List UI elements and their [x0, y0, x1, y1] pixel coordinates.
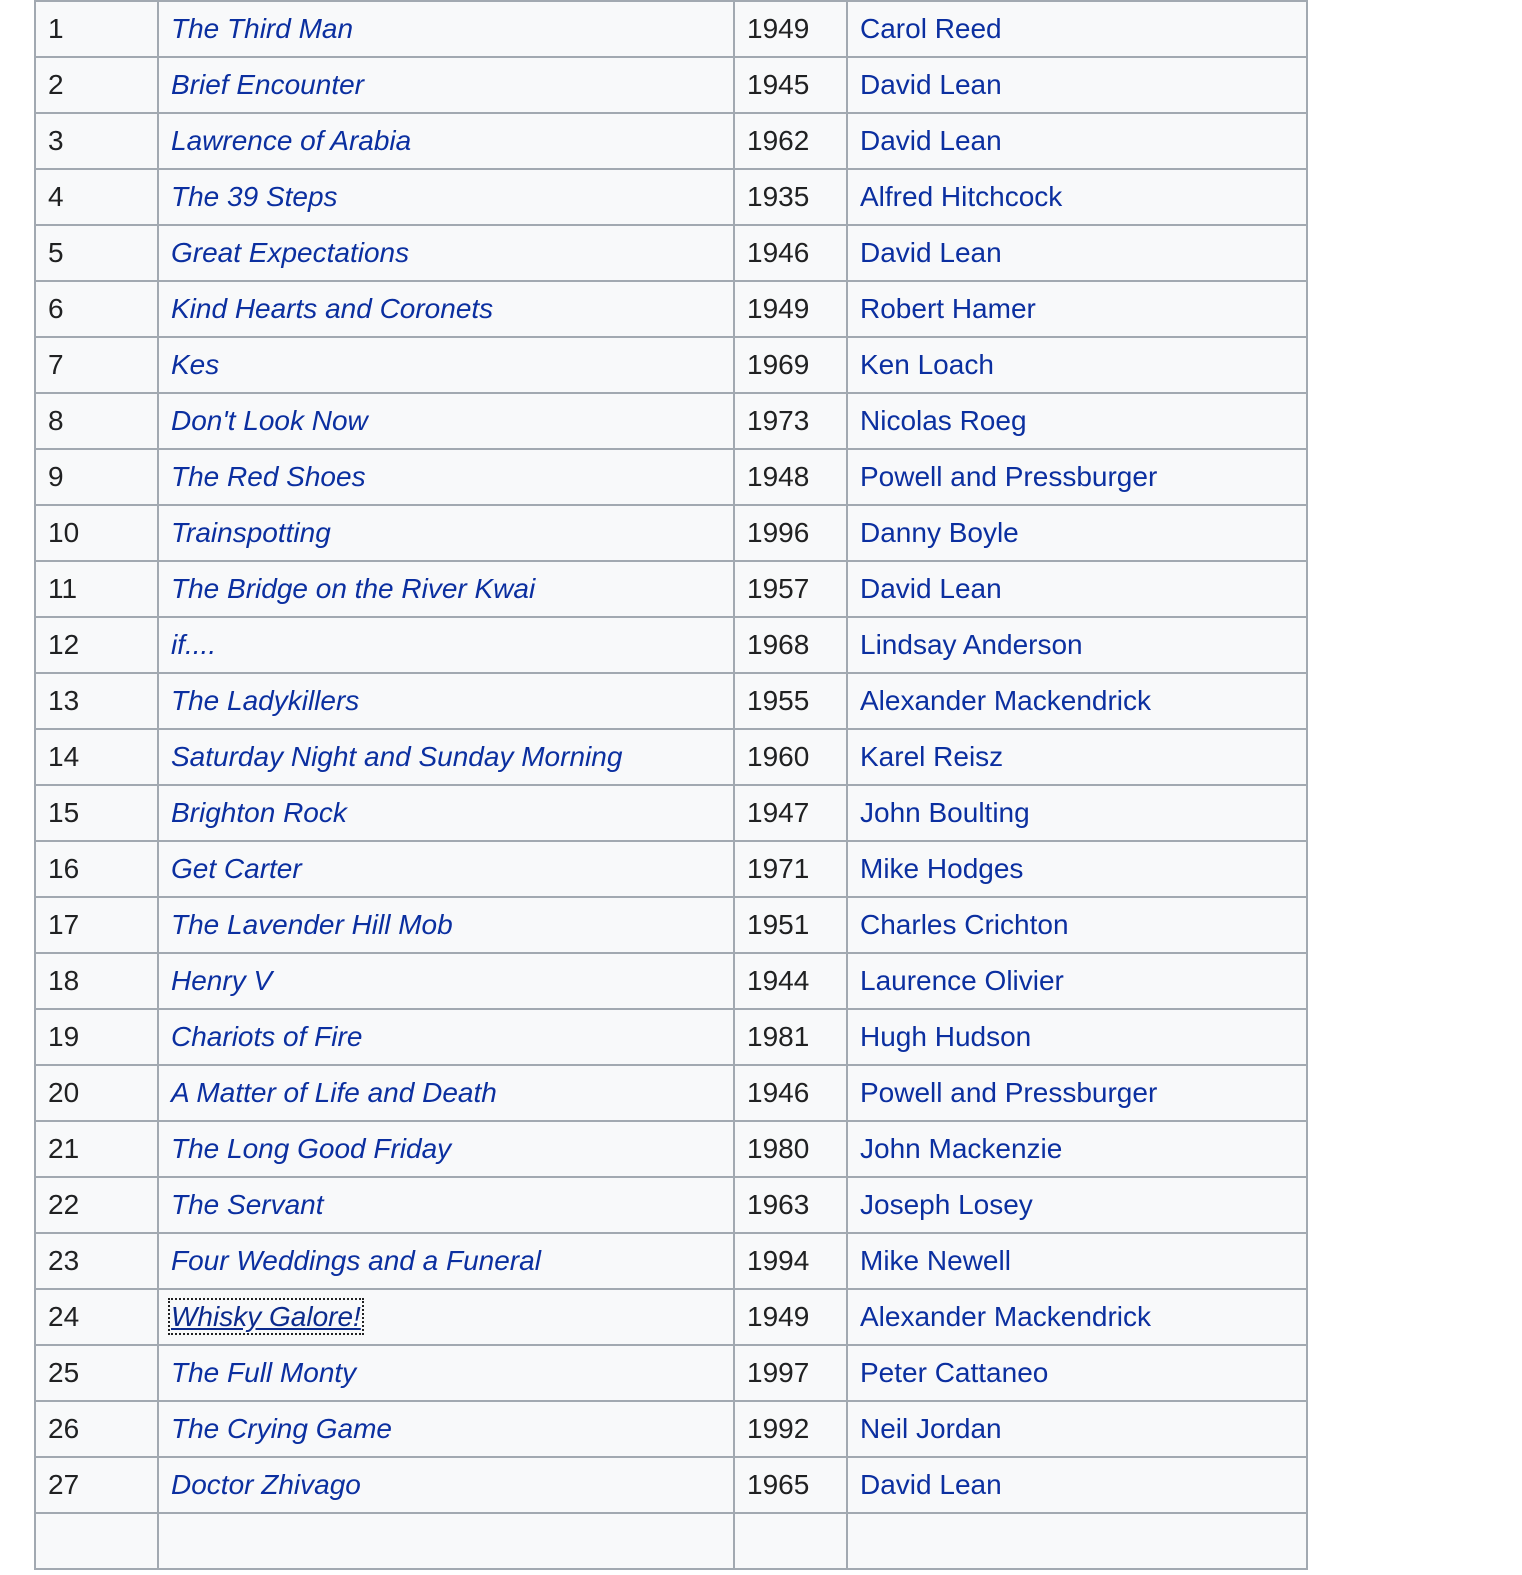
rank-cell: 21	[35, 1121, 158, 1177]
table-row	[35, 785, 1307, 841]
rank-cell: 19	[35, 1009, 158, 1065]
film-title-link[interactable]: Brighton Rock	[171, 797, 347, 828]
director-cell	[847, 281, 1307, 337]
table-row	[35, 953, 1307, 1009]
director-link[interactable]: Powell and Pressburger	[860, 1077, 1158, 1108]
film-title-link[interactable]: Chariots of Fire	[171, 1021, 363, 1052]
rank-cell: 18	[35, 953, 158, 1009]
film-title-link[interactable]: The Third Man	[171, 13, 354, 44]
rank-cell: 1	[35, 1, 158, 57]
director-cell	[847, 449, 1307, 505]
director-link[interactable]: Neil Jordan	[860, 1413, 1002, 1444]
title-cell	[158, 729, 734, 785]
table-row	[35, 841, 1307, 897]
director-cell	[847, 1289, 1307, 1345]
title-cell	[158, 449, 734, 505]
director-link[interactable]: Lindsay Anderson	[860, 629, 1083, 660]
table-row	[35, 1065, 1307, 1121]
rank-cell: 11	[35, 561, 158, 617]
table-row	[35, 1233, 1307, 1289]
director-link[interactable]: Alexander Mackendrick	[860, 685, 1152, 716]
film-title-link[interactable]: The Red Shoes	[171, 461, 366, 492]
film-title-link[interactable]: Four Weddings and a Funeral	[171, 1245, 541, 1276]
films-table	[34, 0, 1308, 1570]
title-cell	[158, 897, 734, 953]
film-title-link[interactable]: Doctor Zhivago	[171, 1469, 361, 1500]
director-cell	[847, 673, 1307, 729]
film-title-link[interactable]: The Crying Game	[171, 1413, 392, 1444]
rank-cell: 13	[35, 673, 158, 729]
director-link[interactable]: Joseph Losey	[860, 1189, 1033, 1220]
title-cell	[158, 1233, 734, 1289]
rank-cell: 4	[35, 169, 158, 225]
director-link[interactable]: Danny Boyle	[860, 517, 1019, 548]
title-cell	[158, 393, 734, 449]
table-row	[35, 1, 1307, 57]
director-cell	[847, 897, 1307, 953]
film-title-link[interactable]: Brief Encounter	[171, 69, 364, 100]
director-link[interactable]: David Lean	[860, 1469, 1002, 1500]
director-link[interactable]: Alfred Hitchcock	[860, 181, 1063, 212]
year-cell: 1949	[734, 1, 847, 57]
table-row	[35, 169, 1307, 225]
title-cell	[158, 673, 734, 729]
title-cell	[158, 1401, 734, 1457]
film-title-link[interactable]: Henry V	[171, 965, 273, 996]
rank-cell: 2	[35, 57, 158, 113]
director-link[interactable]: Mike Hodges	[860, 853, 1024, 884]
table-row	[35, 897, 1307, 953]
rank-cell: 7	[35, 337, 158, 393]
film-title-link[interactable]: A Matter of Life and Death	[171, 1077, 497, 1108]
year-cell: 1981	[734, 1009, 847, 1065]
rank-cell: 26	[35, 1401, 158, 1457]
year-cell: 1946	[734, 1065, 847, 1121]
director-link[interactable]: Peter Cattaneo	[860, 1357, 1049, 1388]
year-cell: 1969	[734, 337, 847, 393]
year-cell: 1949	[734, 1289, 847, 1345]
table-row	[35, 1513, 1307, 1569]
title-cell	[158, 1009, 734, 1065]
year-cell: 1963	[734, 1177, 847, 1233]
director-link[interactable]: John Mackenzie	[860, 1133, 1063, 1164]
year-cell: 1955	[734, 673, 847, 729]
rank-cell: 14	[35, 729, 158, 785]
rank-cell: 15	[35, 785, 158, 841]
table-row	[35, 225, 1307, 281]
table-row	[35, 673, 1307, 729]
director-cell	[847, 729, 1307, 785]
year-cell: 1957	[734, 561, 847, 617]
director-cell	[847, 505, 1307, 561]
year-cell: 1946	[734, 225, 847, 281]
director-link[interactable]: Mike Newell	[860, 1245, 1011, 1276]
year-cell: 1994	[734, 1233, 847, 1289]
year-cell: 1980	[734, 1121, 847, 1177]
table-row	[35, 57, 1307, 113]
film-title-link[interactable]: Kes	[171, 349, 220, 380]
director-cell	[847, 225, 1307, 281]
table-row	[35, 1177, 1307, 1233]
director-link[interactable]: Carol Reed	[860, 13, 1002, 44]
rank-cell: 25	[35, 1345, 158, 1401]
rank-cell: 17	[35, 897, 158, 953]
year-cell: 1945	[734, 57, 847, 113]
rank-cell: 9	[35, 449, 158, 505]
table-row	[35, 281, 1307, 337]
table-row	[35, 1121, 1307, 1177]
director-cell	[847, 1121, 1307, 1177]
title-cell	[158, 617, 734, 673]
film-title-link[interactable]: Don't Look Now	[171, 405, 368, 436]
director-cell	[847, 1, 1307, 57]
year-cell: 1949	[734, 281, 847, 337]
film-title-link[interactable]: Whisky Galore!	[171, 1301, 361, 1332]
year-cell: 1992	[734, 1401, 847, 1457]
film-title-link[interactable]: Kind Hearts and Coronets	[171, 293, 494, 324]
title-cell	[158, 225, 734, 281]
table-row	[35, 617, 1307, 673]
film-title-link[interactable]: The 39 Steps	[171, 181, 338, 212]
table-row	[35, 449, 1307, 505]
rank-cell: 8	[35, 393, 158, 449]
title-cell	[158, 953, 734, 1009]
director-link[interactable]: Nicolas Roeg	[860, 405, 1027, 436]
film-title-link[interactable]: Saturday Night and Sunday Morning	[171, 741, 623, 772]
director-cell	[847, 393, 1307, 449]
director-link[interactable]: David Lean	[860, 237, 1002, 268]
year-cell: 1951	[734, 897, 847, 953]
title-cell	[158, 281, 734, 337]
director-link[interactable]: Ken Loach	[860, 349, 994, 380]
film-title-link[interactable]: The Servant	[171, 1189, 324, 1220]
title-cell	[158, 785, 734, 841]
rank-cell: 5	[35, 225, 158, 281]
director-cell	[847, 617, 1307, 673]
table-row	[35, 1401, 1307, 1457]
year-cell: 1935	[734, 169, 847, 225]
rank-cell: 27	[35, 1457, 158, 1513]
table-row	[35, 1009, 1307, 1065]
director-cell	[847, 1345, 1307, 1401]
rank-cell: 10	[35, 505, 158, 561]
director-link[interactable]: David Lean	[860, 69, 1002, 100]
table-row	[35, 1289, 1307, 1345]
director-cell	[847, 1513, 1307, 1569]
year-cell: 1996	[734, 505, 847, 561]
films-table-body	[35, 1, 1307, 1569]
director-cell	[847, 1233, 1307, 1289]
rank-cell: 6	[35, 281, 158, 337]
film-title-link[interactable]: The Long Good Friday	[171, 1133, 452, 1164]
rank-cell: 22	[35, 1177, 158, 1233]
director-link[interactable]: Robert Hamer	[860, 293, 1036, 324]
director-link[interactable]: Laurence Olivier	[860, 965, 1064, 996]
title-cell	[158, 1177, 734, 1233]
director-link[interactable]: Hugh Hudson	[860, 1021, 1032, 1052]
year-cell: 1971	[734, 841, 847, 897]
table-row	[35, 1345, 1307, 1401]
director-cell	[847, 337, 1307, 393]
rank-cell	[35, 1513, 158, 1569]
director-cell	[847, 57, 1307, 113]
director-link[interactable]: David Lean	[860, 125, 1002, 156]
year-cell: 1962	[734, 113, 847, 169]
rank-cell: 3	[35, 113, 158, 169]
director-cell	[847, 1177, 1307, 1233]
title-cell	[158, 561, 734, 617]
rank-cell: 20	[35, 1065, 158, 1121]
table-row	[35, 393, 1307, 449]
director-cell	[847, 1457, 1307, 1513]
film-title-link[interactable]: Trainspotting	[171, 517, 331, 548]
director-cell	[847, 113, 1307, 169]
year-cell	[734, 1513, 847, 1569]
title-cell	[158, 113, 734, 169]
director-link[interactable]: Karel Reisz	[860, 741, 1004, 772]
director-cell	[847, 1009, 1307, 1065]
film-title-link[interactable]: Get Carter	[171, 853, 302, 884]
rank-cell: 12	[35, 617, 158, 673]
film-title-link[interactable]: The Ladykillers	[171, 685, 360, 716]
director-cell	[847, 953, 1307, 1009]
director-link[interactable]: Charles Crichton	[860, 909, 1069, 940]
director-cell	[847, 561, 1307, 617]
year-cell: 1948	[734, 449, 847, 505]
year-cell: 1960	[734, 729, 847, 785]
year-cell: 1944	[734, 953, 847, 1009]
title-cell	[158, 1457, 734, 1513]
rank-cell: 24	[35, 1289, 158, 1345]
director-link[interactable]: Powell and Pressburger	[860, 461, 1158, 492]
rank-cell: 16	[35, 841, 158, 897]
film-title-link[interactable]: Lawrence of Arabia	[171, 125, 412, 156]
director-cell	[847, 1401, 1307, 1457]
year-cell: 1997	[734, 1345, 847, 1401]
title-cell	[158, 1121, 734, 1177]
title-cell	[158, 505, 734, 561]
year-cell: 1965	[734, 1457, 847, 1513]
year-cell: 1968	[734, 617, 847, 673]
director-cell	[847, 169, 1307, 225]
rank-cell: 23	[35, 1233, 158, 1289]
year-cell: 1947	[734, 785, 847, 841]
director-cell	[847, 841, 1307, 897]
director-cell	[847, 1065, 1307, 1121]
year-cell: 1973	[734, 393, 847, 449]
director-cell	[847, 785, 1307, 841]
title-cell	[158, 1345, 734, 1401]
title-cell	[158, 337, 734, 393]
table-row	[35, 505, 1307, 561]
title-cell	[158, 841, 734, 897]
table-row	[35, 113, 1307, 169]
film-title-link[interactable]: The Bridge on the River Kwai	[171, 573, 536, 604]
director-link[interactable]: Alexander Mackendrick	[860, 1301, 1152, 1332]
film-title-link[interactable]: The Lavender Hill Mob	[171, 909, 453, 940]
title-cell	[158, 1513, 734, 1569]
table-row	[35, 337, 1307, 393]
title-cell	[158, 1065, 734, 1121]
film-title-link[interactable]: if....	[171, 629, 217, 660]
director-link[interactable]: John Boulting	[860, 797, 1030, 828]
film-title-link[interactable]: Great Expectations	[171, 237, 410, 268]
title-cell	[158, 1, 734, 57]
table-row	[35, 1457, 1307, 1513]
table-row	[35, 729, 1307, 785]
title-cell	[158, 1289, 734, 1345]
table-row	[35, 561, 1307, 617]
film-title-link[interactable]: The Full Monty	[171, 1357, 357, 1388]
title-cell	[158, 57, 734, 113]
director-link[interactable]: David Lean	[860, 573, 1002, 604]
title-cell	[158, 169, 734, 225]
